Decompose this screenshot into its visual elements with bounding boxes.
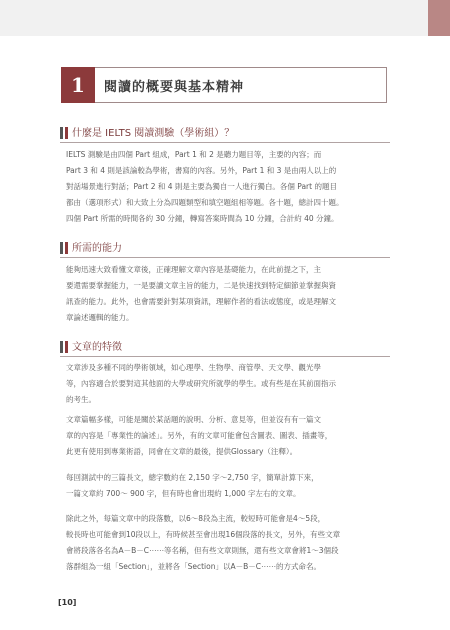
- chapter-number: 1: [61, 67, 95, 103]
- section-marker-icon: [60, 127, 63, 139]
- top-header-bar: [0, 0, 450, 36]
- paragraph: 除此之外，每篇文章中的段落數，以6～8段為主流，較短時可能會是4～5段， 較長時也可能會到10段以上，有時候甚至會出現16個段落的長文，另外，有些文章 會將段落各名為A－B－C⋯⋯等名稱，但有些文章則無，還有些文章會將1～3個段 落群組為一組「Section」，並將各「Section」以A－B－C⋯⋯的方式命名。: [66, 514, 341, 571]
- section-marker-accent-icon: [65, 242, 68, 254]
- section-marker-icon: [60, 242, 63, 254]
- chapter-title: 閱讀的概要與基本精神: [104, 79, 245, 95]
- section-heading-features: [60, 340, 390, 357]
- section-marker-accent-icon: [65, 127, 68, 139]
- section-title: 所需的能力: [72, 243, 122, 254]
- section-heading-ielts: [60, 126, 390, 143]
- section-heading-skills: [60, 241, 390, 258]
- paragraph: 每回測試中的三篇長文，總字數約在 2,150 字～2,750 字，簡單計算下來， 一篇文章約 700～ 900 字，但有時也會出現約 1,000 字左右的文章。: [66, 473, 319, 498]
- paragraph: IELTS 測驗是由四個 Part 組成，Part 1 和 2 是聽力題目等，主要的內容；而 Part 3 和 4 則是該論較為學術，書寫的內容。另外，Part 1 和 3 是由兩人以上的 對話場景進行對話；Part 2 和 4 則是主要為獨自一人進行獨白。各個 Part 的題目 都由（選項形式）和大致上分為四題類型和填空題組相等題。各十題，總計四十題。 四個 Part 所需的時間各約 30 分鐘，轉寫答案時間為 10 分鐘，合計約 40 分鐘。: [66, 150, 344, 223]
- page-number: [10]: [58, 598, 77, 607]
- paragraph: 能夠迅速大致看懂文章後，正確理解文章內容是基礎能力，在此前提之下，主 要還需要掌握能力，一是要讀文章主旨的能力，二是快速找到特定細節並掌握與資 訊查的能力。此外，也會需要針對某項資訊，理解作者的看法或態度，或是理解文 章論述邏輯的能力。: [66, 265, 336, 322]
- section-marker-accent-icon: [65, 341, 68, 353]
- section-title: 什麼是 IELTS 閱讀測驗（學術組）？: [72, 128, 235, 139]
- section-marker-icon: [60, 341, 63, 353]
- paragraph: 文章涉及多種不同的學術領域，如心理學、生物學、商管學、天文學、觀光學 等，內容適合於要對這其他面的大學或研究所就學的學生。或有些是在其前面指示 的考生。: [66, 363, 336, 404]
- paragraph: 文章篇幅多樣，可能是關於某話題的說明、分析、意見等，但並沒有有一篇文 章的內容是「專業性的論述」。另外，有的文章可能會包含圖表、圖表、插畫等， 此更有使用到專業術語，同會在文章的最後，提供Glossary（注釋）。: [66, 415, 333, 456]
- section-title: 文章的特徵: [72, 342, 122, 353]
- header-accent-tab: [428, 0, 450, 36]
